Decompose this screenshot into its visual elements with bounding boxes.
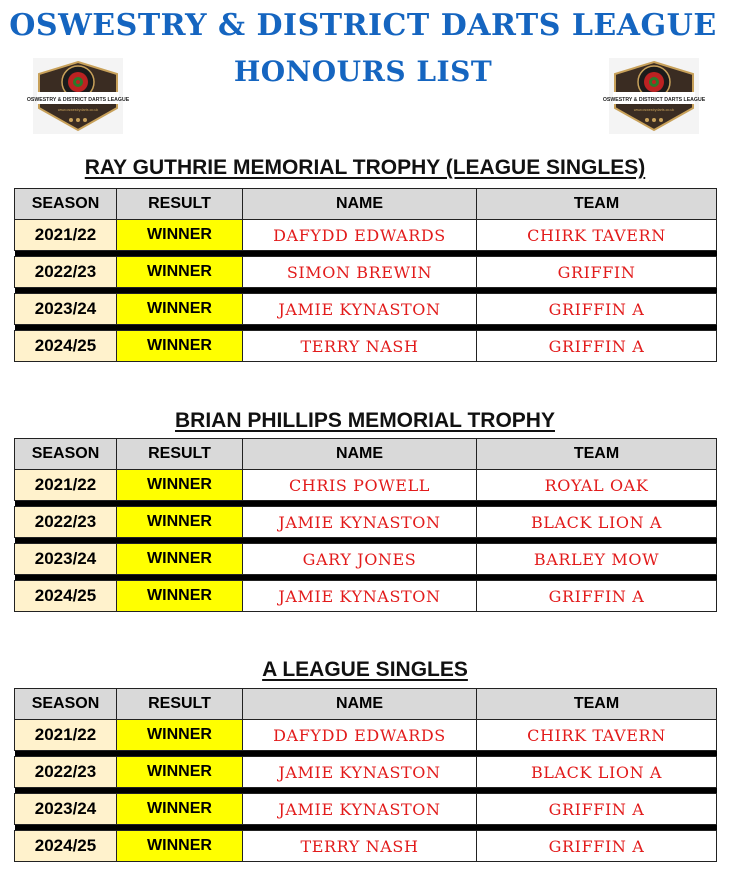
section-title [0,409,730,433]
result-cell: WINNER [117,544,243,575]
logo-text: OSWESTRY & DISTRICT DARTS LEAGUE [26,97,130,103]
season-cell: 2021/22 [15,470,117,501]
result-cell: WINNER [117,720,243,751]
table-row [15,544,717,575]
section-title [0,658,730,682]
column-header-team: TEAM [477,689,717,720]
team-cell: BLACK LION A [477,507,717,538]
table-row [15,581,717,612]
honours-table [14,188,717,362]
name-cell: CHRIS POWELL [243,470,477,501]
table-row [15,507,717,538]
result-cell: WINNER [117,294,243,325]
column-header-team: TEAM [477,439,717,470]
name-cell: GARY JONES [243,544,477,575]
name-cell: SIMON BREWIN [243,257,477,288]
table-row [15,257,717,288]
result-cell: WINNER [117,470,243,501]
season-cell: 2022/23 [15,507,117,538]
league-logo [26,58,130,134]
table-row [15,331,717,362]
season-cell: 2021/22 [15,720,117,751]
table-row [15,757,717,788]
name-cell: DAFYDD EDWARDS [243,720,477,751]
team-cell: GRIFFIN A [477,294,717,325]
table-row [15,720,717,751]
team-cell: BLACK LION A [477,757,717,788]
name-cell: JAMIE KYNASTON [243,581,477,612]
column-header-result: RESULT [117,439,243,470]
season-cell: 2024/25 [15,831,117,862]
name-cell: TERRY NASH [243,831,477,862]
team-cell: GRIFFIN A [477,331,717,362]
league-title: OSWESTRY & DISTRICT DARTS LEAGUE [9,8,717,43]
season-cell: 2023/24 [15,294,117,325]
team-cell: BARLEY MOW [477,544,717,575]
table-header-row [15,689,717,720]
column-header-season: SEASON [15,689,117,720]
season-cell: 2022/23 [15,257,117,288]
season-cell: 2024/25 [15,581,117,612]
result-cell: WINNER [117,794,243,825]
result-cell: WINNER [117,220,243,251]
honours-list-title: HONOURS LIST [233,55,493,88]
name-cell: JAMIE KYNASTON [243,507,477,538]
logo-url: www.oswestrydarts.co.uk [633,108,675,112]
column-header-result: RESULT [117,189,243,220]
season-cell: 2024/25 [15,331,117,362]
name-cell: JAMIE KYNASTON [243,794,477,825]
result-cell: WINNER [117,831,243,862]
table-row [15,220,717,251]
result-cell: WINNER [117,257,243,288]
season-cell: 2023/24 [15,544,117,575]
column-header-season: SEASON [15,439,117,470]
team-cell: GRIFFIN [477,257,717,288]
team-cell: GRIFFIN A [477,794,717,825]
honours-table [14,688,717,862]
table-row [15,294,717,325]
result-cell: WINNER [117,331,243,362]
result-cell: WINNER [117,581,243,612]
team-cell: ROYAL OAK [477,470,717,501]
result-cell: WINNER [117,757,243,788]
name-cell: DAFYDD EDWARDS [243,220,477,251]
team-cell: CHIRK TAVERN [477,720,717,751]
name-cell: JAMIE KYNASTON [243,294,477,325]
section-title [0,156,730,180]
name-cell: JAMIE KYNASTON [243,757,477,788]
season-cell: 2023/24 [15,794,117,825]
table-header-row [15,189,717,220]
column-header-name: NAME [243,189,477,220]
table-row [15,831,717,862]
column-header-season: SEASON [15,189,117,220]
table-header-row [15,439,717,470]
table-row [15,794,717,825]
column-header-team: TEAM [477,189,717,220]
team-cell: GRIFFIN A [477,581,717,612]
logo-url: www.oswestrydarts.co.uk [57,108,99,112]
section-title-text: A LEAGUE SINGLES [262,658,468,681]
team-cell: CHIRK TAVERN [477,220,717,251]
result-cell: WINNER [117,507,243,538]
column-header-name: NAME [243,439,477,470]
section-title-text: RAY GUTHRIE MEMORIAL TROPHY (LEAGUE SINGLES) [84,156,646,179]
team-cell: GRIFFIN A [477,831,717,862]
name-cell: TERRY NASH [243,331,477,362]
league-logo [602,58,706,134]
column-header-result: RESULT [117,689,243,720]
table-row [15,470,717,501]
honours-table [14,438,717,612]
season-cell: 2022/23 [15,757,117,788]
logo-text: OSWESTRY & DISTRICT DARTS LEAGUE [602,97,706,103]
season-cell: 2021/22 [15,220,117,251]
section-title-text: BRIAN PHILLIPS MEMORIAL TROPHY [175,409,555,432]
column-header-name: NAME [243,689,477,720]
